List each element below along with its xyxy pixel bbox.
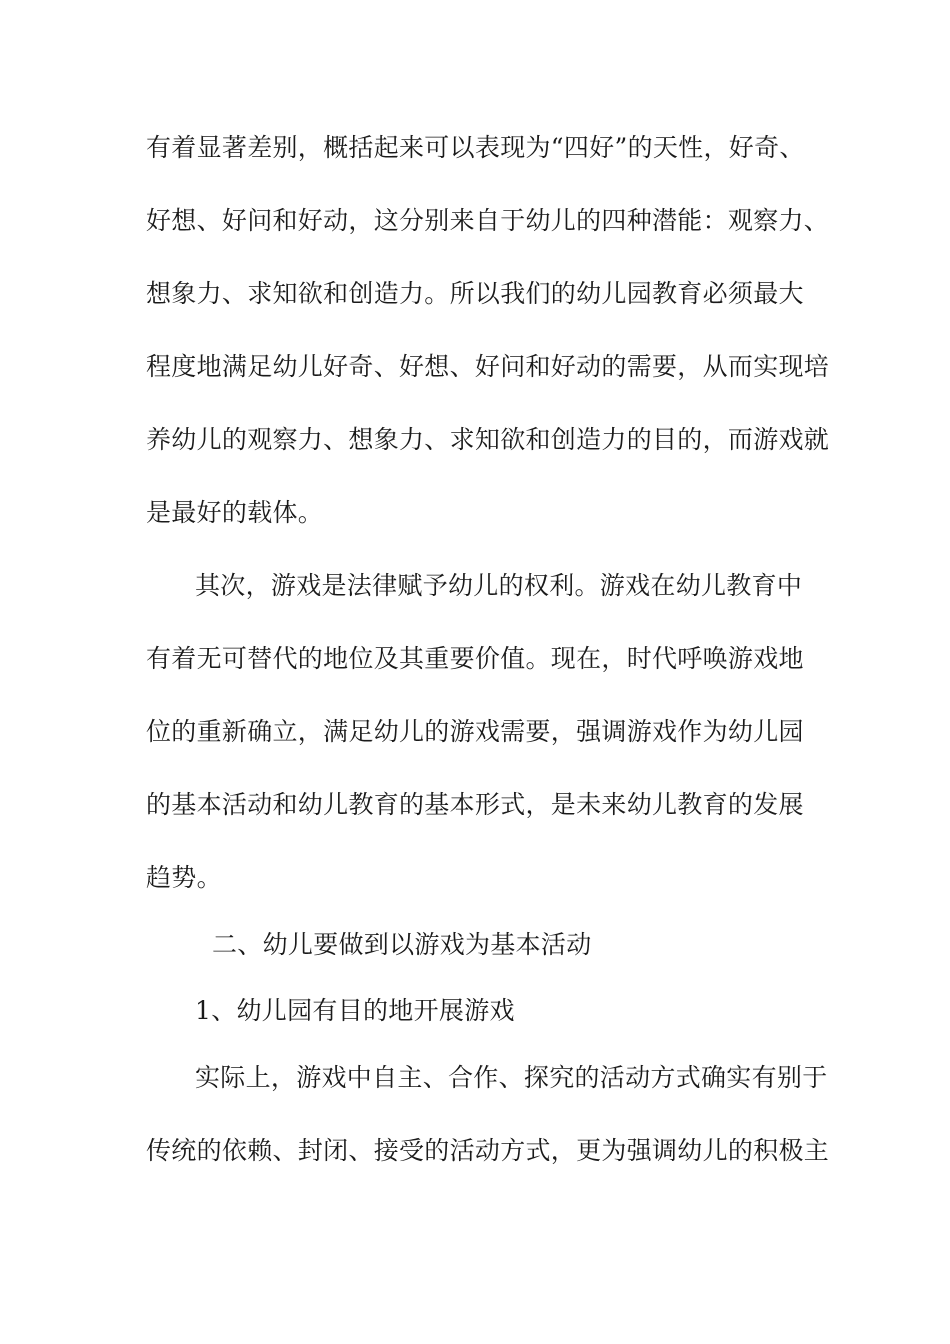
- body-text-line: 有着无可替代的地位及其重要价值。现在，时代呼唤游戏地: [146, 644, 804, 673]
- subsection-heading: 1、幼儿园有目的地开展游戏: [195, 996, 515, 1025]
- body-text-line: 的基本活动和幼儿教育的基本形式，是未来幼儿教育的发展: [146, 790, 804, 819]
- body-text-line: 实际上，游戏中自主、合作、探究的活动方式确实有别于: [195, 1063, 828, 1092]
- body-text-line: 位的重新确立，满足幼儿的游戏需要，强调游戏作为幼儿园: [146, 717, 804, 746]
- body-text-line: 养幼儿的观察力、想象力、求知欲和创造力的目的，而游戏就: [146, 425, 830, 454]
- body-text-line: 好想、好问和好动，这分别来自于幼儿的四种潜能：观察力、: [146, 206, 830, 235]
- body-text-line: 趋势。: [146, 863, 222, 892]
- body-text-line: 有着显著差别，概括起来可以表现为“四好”的天性，好奇、: [146, 133, 805, 162]
- body-text-line: 是最好的载体。: [146, 498, 324, 527]
- body-text-line: 其次，游戏是法律赋予幼儿的权利。游戏在幼儿教育中: [195, 571, 803, 600]
- section-heading: 二、幼儿要做到以游戏为基本活动: [212, 930, 592, 959]
- body-text-line: 传统的依赖、封闭、接受的活动方式，更为强调幼儿的积极主: [146, 1136, 830, 1165]
- body-text-line: 程度地满足幼儿好奇、好想、好问和好动的需要，从而实现培: [146, 352, 830, 381]
- body-text-line: 想象力、求知欲和创造力。所以我们的幼儿园教育必须最大: [146, 279, 804, 308]
